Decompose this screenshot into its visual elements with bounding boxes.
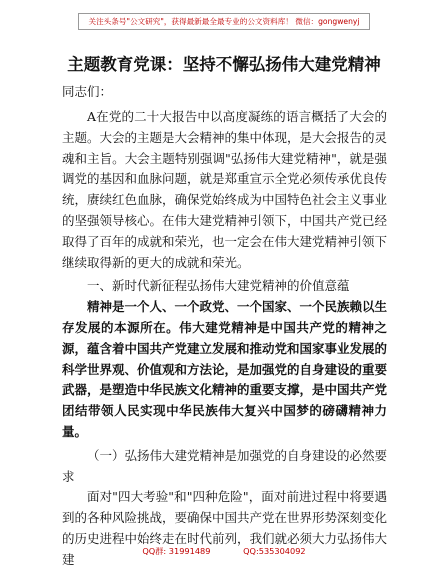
header-banner: 关注头条号"公文研究"，获得最新最全最专业的公文资料库！ 微信：gongwenyj <box>78 13 370 30</box>
footer-contact <box>0 546 448 557</box>
page-title: 主题教育党课：坚持不懈弘扬伟大建党精神 <box>67 55 381 74</box>
paragraph-intro: A在党的二十大报告中以高度凝练的语言概括了大会的主题。大会的主题是大会精神的集中体现，是大会报告的灵魂和主旨。大会主题特别强调"弘扬伟大建党精神"，就是强调党的基因和血脉问题，就是郑重宣示全党必须传承优良传统，赓续红色血脉，确保党始终成为中国特色社会主义事业的坚强领导核心。在伟大建党精神引领下，中国共产党已经取得了百年的成就和荣光，也一定会在伟大建党精神引领下继续取得新的更大的成就和荣光。 <box>62 109 388 270</box>
salutation: 同志们： <box>62 84 113 99</box>
section-heading: 一、新时代新征程弘扬伟大建党精神的价值意蕴 <box>87 278 350 294</box>
subsection-heading: （一）弘扬伟大建党精神是加强党的自身建设的必然要求 <box>62 447 388 484</box>
footer-qq: QQ:535304092 <box>243 546 306 556</box>
footer-qq-group: QQ群: 31991489 <box>142 546 211 556</box>
paragraph-challenges: 面对"四大考验"和"四种危险"，面对前进过程中将要遇到的各种风险挑战，要确保中国共产党在世界形势深刻变化的历史进程中始终走在时代前列，我们就必须大力弘扬伟大建 <box>62 489 388 567</box>
document-body <box>62 107 387 571</box>
paragraph-spirit: 精神是一个人、一个政党、一个国家、一个民族赖以生存发展的本源所在。伟大建党精神是中国共产党的精神之源，蕴含着中国共产党建立发展和推动党和国家事业发展的科学世界观、价值观和方法论，是加强党的自身建设的重要武器，是塑造中华民族文化精神的重要支撑，是中国共产党团结带领人民实现中华民族伟大复兴中国梦的磅礴精神力量。 <box>62 299 388 439</box>
